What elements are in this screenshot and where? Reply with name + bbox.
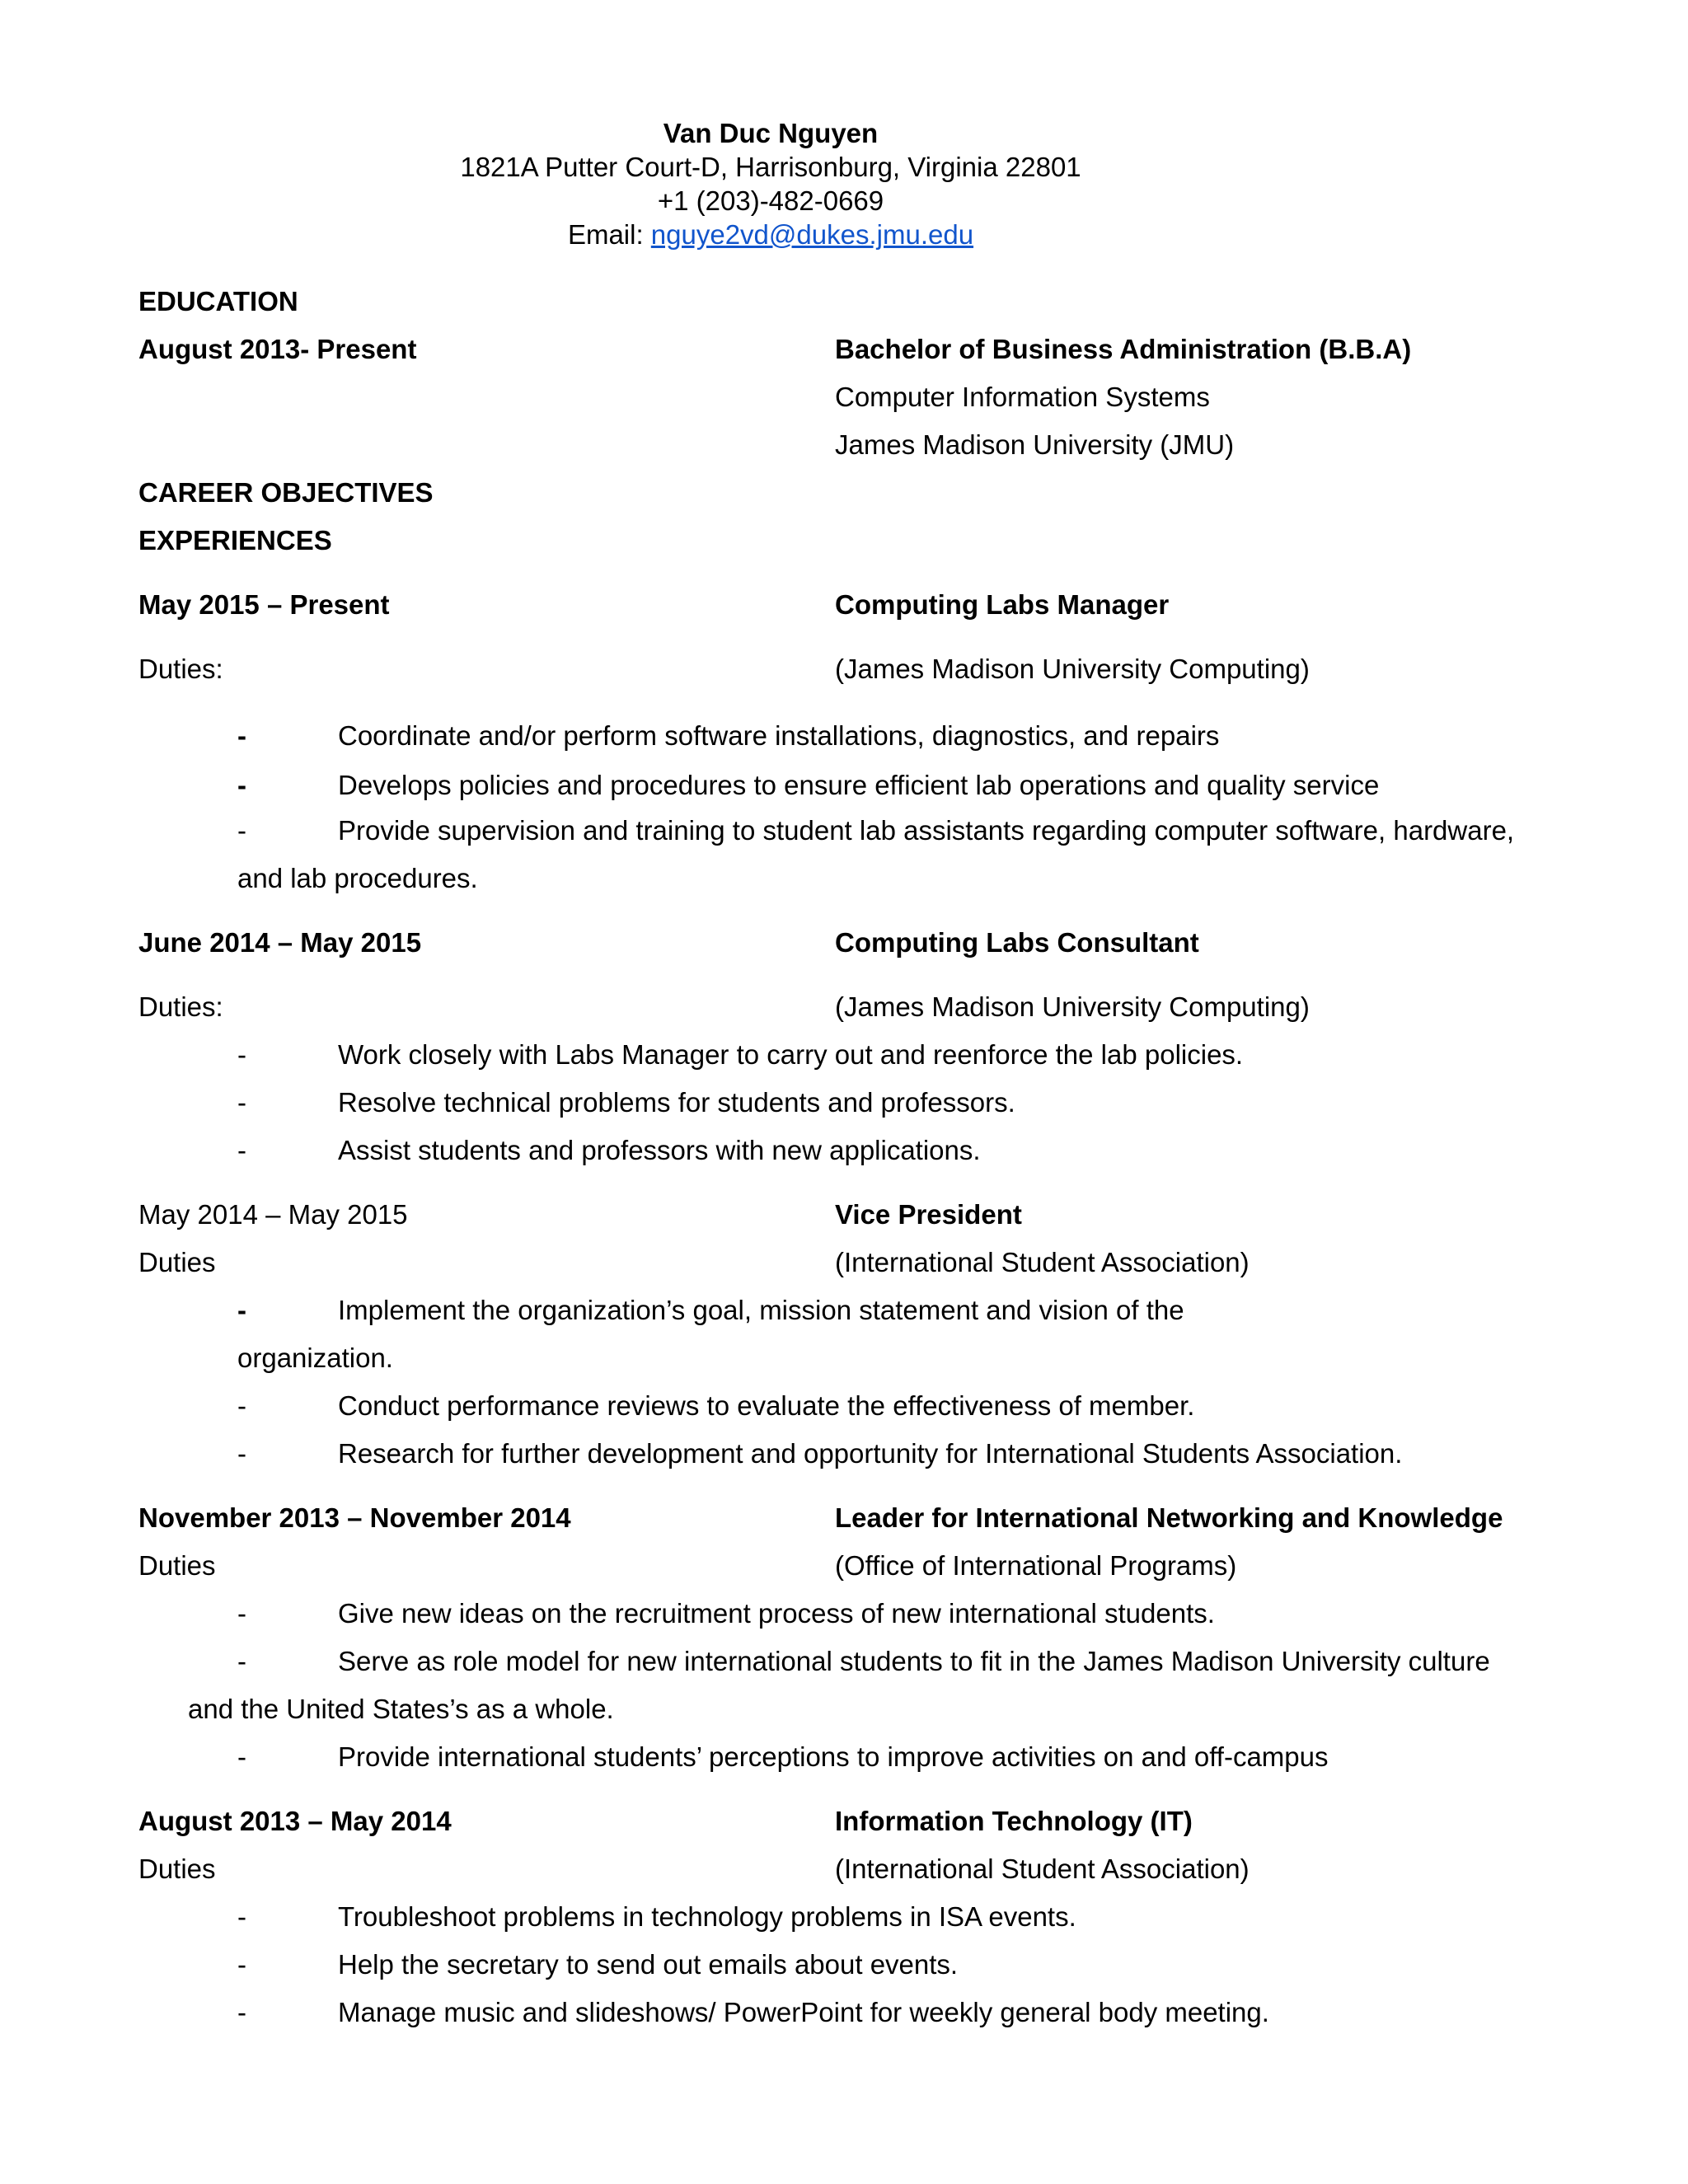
job3-title: Vice President — [835, 1199, 1022, 1230]
job1-duties-label: Duties: — [138, 654, 223, 684]
job3-date: May 2014 – May 2015 — [138, 1199, 408, 1230]
job2-bullet-2: Resolve technical problems for students and professors. — [338, 1087, 1015, 1118]
phone-line: +1 (203)-482-0669 — [657, 185, 884, 216]
bullet-dash: - — [237, 1997, 246, 2027]
job1-org: (James Madison University Computing) — [835, 654, 1310, 684]
job4-bullet-3: Provide international students’ perceptions to improve activities on and off-campus — [338, 1741, 1329, 1772]
bullet-dash: - — [237, 770, 246, 800]
job2-date: June 2014 – May 2015 — [138, 927, 422, 958]
job2-bullet-3: Assist students and professors with new applications. — [338, 1135, 981, 1165]
education-heading: EDUCATION — [138, 286, 298, 316]
education-degree: Bachelor of Business Administration (B.B.A) — [835, 334, 1412, 364]
bullet-dash: - — [237, 1390, 246, 1421]
address-line: 1821A Putter Court-D, Harrisonburg, Virginia 22801 — [460, 152, 1081, 182]
bullet-dash: - — [237, 1598, 246, 1629]
bullet-dash: - — [237, 1039, 246, 1070]
job4-bullet-2-cont: and the United States’s as a whole. — [188, 1694, 614, 1724]
job5-bullet-2: Help the secretary to send out emails about events. — [338, 1949, 959, 1980]
job1-title: Computing Labs Manager — [835, 589, 1170, 620]
job1-bullet-3-cont: and lab procedures. — [237, 863, 478, 893]
job4-bullet-2: Serve as role model for new international students to fit in the James Madison University culture — [338, 1646, 1490, 1676]
education-major: Computer Information Systems — [835, 382, 1210, 412]
job5-bullet-1: Troubleshoot problems in technology problems in ISA events. — [338, 1901, 1076, 1932]
job4-bullet-1: Give new ideas on the recruitment process of new international students. — [338, 1598, 1215, 1629]
bullet-dash: - — [237, 720, 246, 751]
career-objectives-heading: CAREER OBJECTIVES — [138, 477, 434, 508]
job1-date: May 2015 – Present — [138, 589, 390, 620]
bullet-dash: - — [237, 1135, 246, 1165]
job1-bullet-2: Develops policies and procedures to ensure efficient lab operations and quality service — [338, 770, 1380, 800]
job2-duties-label: Duties: — [138, 991, 223, 1022]
email-link[interactable]: nguye2vd@dukes.jmu.edu — [650, 219, 974, 250]
bullet-dash: - — [237, 1646, 246, 1676]
job5-title: Information Technology (IT) — [835, 1806, 1193, 1836]
job3-bullet-3: Research for further development and opportunity for International Students Association. — [338, 1438, 1403, 1469]
job1-bullet-3: Provide supervision and training to student lab assistants regarding computer software, hardware, — [338, 815, 1515, 846]
bullet-dash: - — [237, 1438, 246, 1469]
bullet-dash: - — [237, 815, 246, 846]
job5-org: (International Student Association) — [835, 1854, 1250, 1884]
experiences-heading: EXPERIENCES — [138, 525, 332, 555]
bullet-dash: - — [237, 1087, 246, 1118]
job4-date: November 2013 – November 2014 — [138, 1502, 571, 1533]
education-date: August 2013- Present — [138, 334, 417, 364]
bullet-dash: - — [237, 1741, 246, 1772]
job5-date: August 2013 – May 2014 — [138, 1806, 452, 1836]
bullet-dash: - — [237, 1295, 246, 1325]
job2-title: Computing Labs Consultant — [835, 927, 1199, 958]
job3-bullet-1: Implement the organization’s goal, mission statement and vision of the — [338, 1295, 1184, 1325]
email-label: Email: — [567, 219, 651, 250]
job3-duties-label: Duties — [138, 1247, 216, 1277]
job3-bullet-2: Conduct performance reviews to evaluate the effectiveness of member. — [338, 1390, 1195, 1421]
job2-bullet-1: Work closely with Labs Manager to carry out and reenforce the lab policies. — [338, 1039, 1244, 1070]
education-school: James Madison University (JMU) — [835, 429, 1235, 460]
job4-duties-label: Duties — [138, 1550, 216, 1581]
resume-name: Van Duc Nguyen — [663, 118, 879, 148]
job3-org: (International Student Association) — [835, 1247, 1250, 1277]
job1-bullet-1: Coordinate and/or perform software installations, diagnostics, and repairs — [338, 720, 1220, 751]
job4-title: Leader for International Networking and Knowledge — [835, 1502, 1503, 1533]
job2-org: (James Madison University Computing) — [835, 991, 1310, 1022]
job5-bullet-3: Manage music and slideshows/ PowerPoint for weekly general body meeting. — [338, 1997, 1269, 2027]
email-line — [0, 218, 1541, 251]
job3-bullet-1-cont: organization. — [237, 1343, 393, 1373]
bullet-dash: - — [237, 1901, 246, 1932]
job4-org: (Office of International Programs) — [835, 1550, 1237, 1581]
bullet-dash: - — [237, 1949, 246, 1980]
job5-duties-label: Duties — [138, 1854, 216, 1884]
